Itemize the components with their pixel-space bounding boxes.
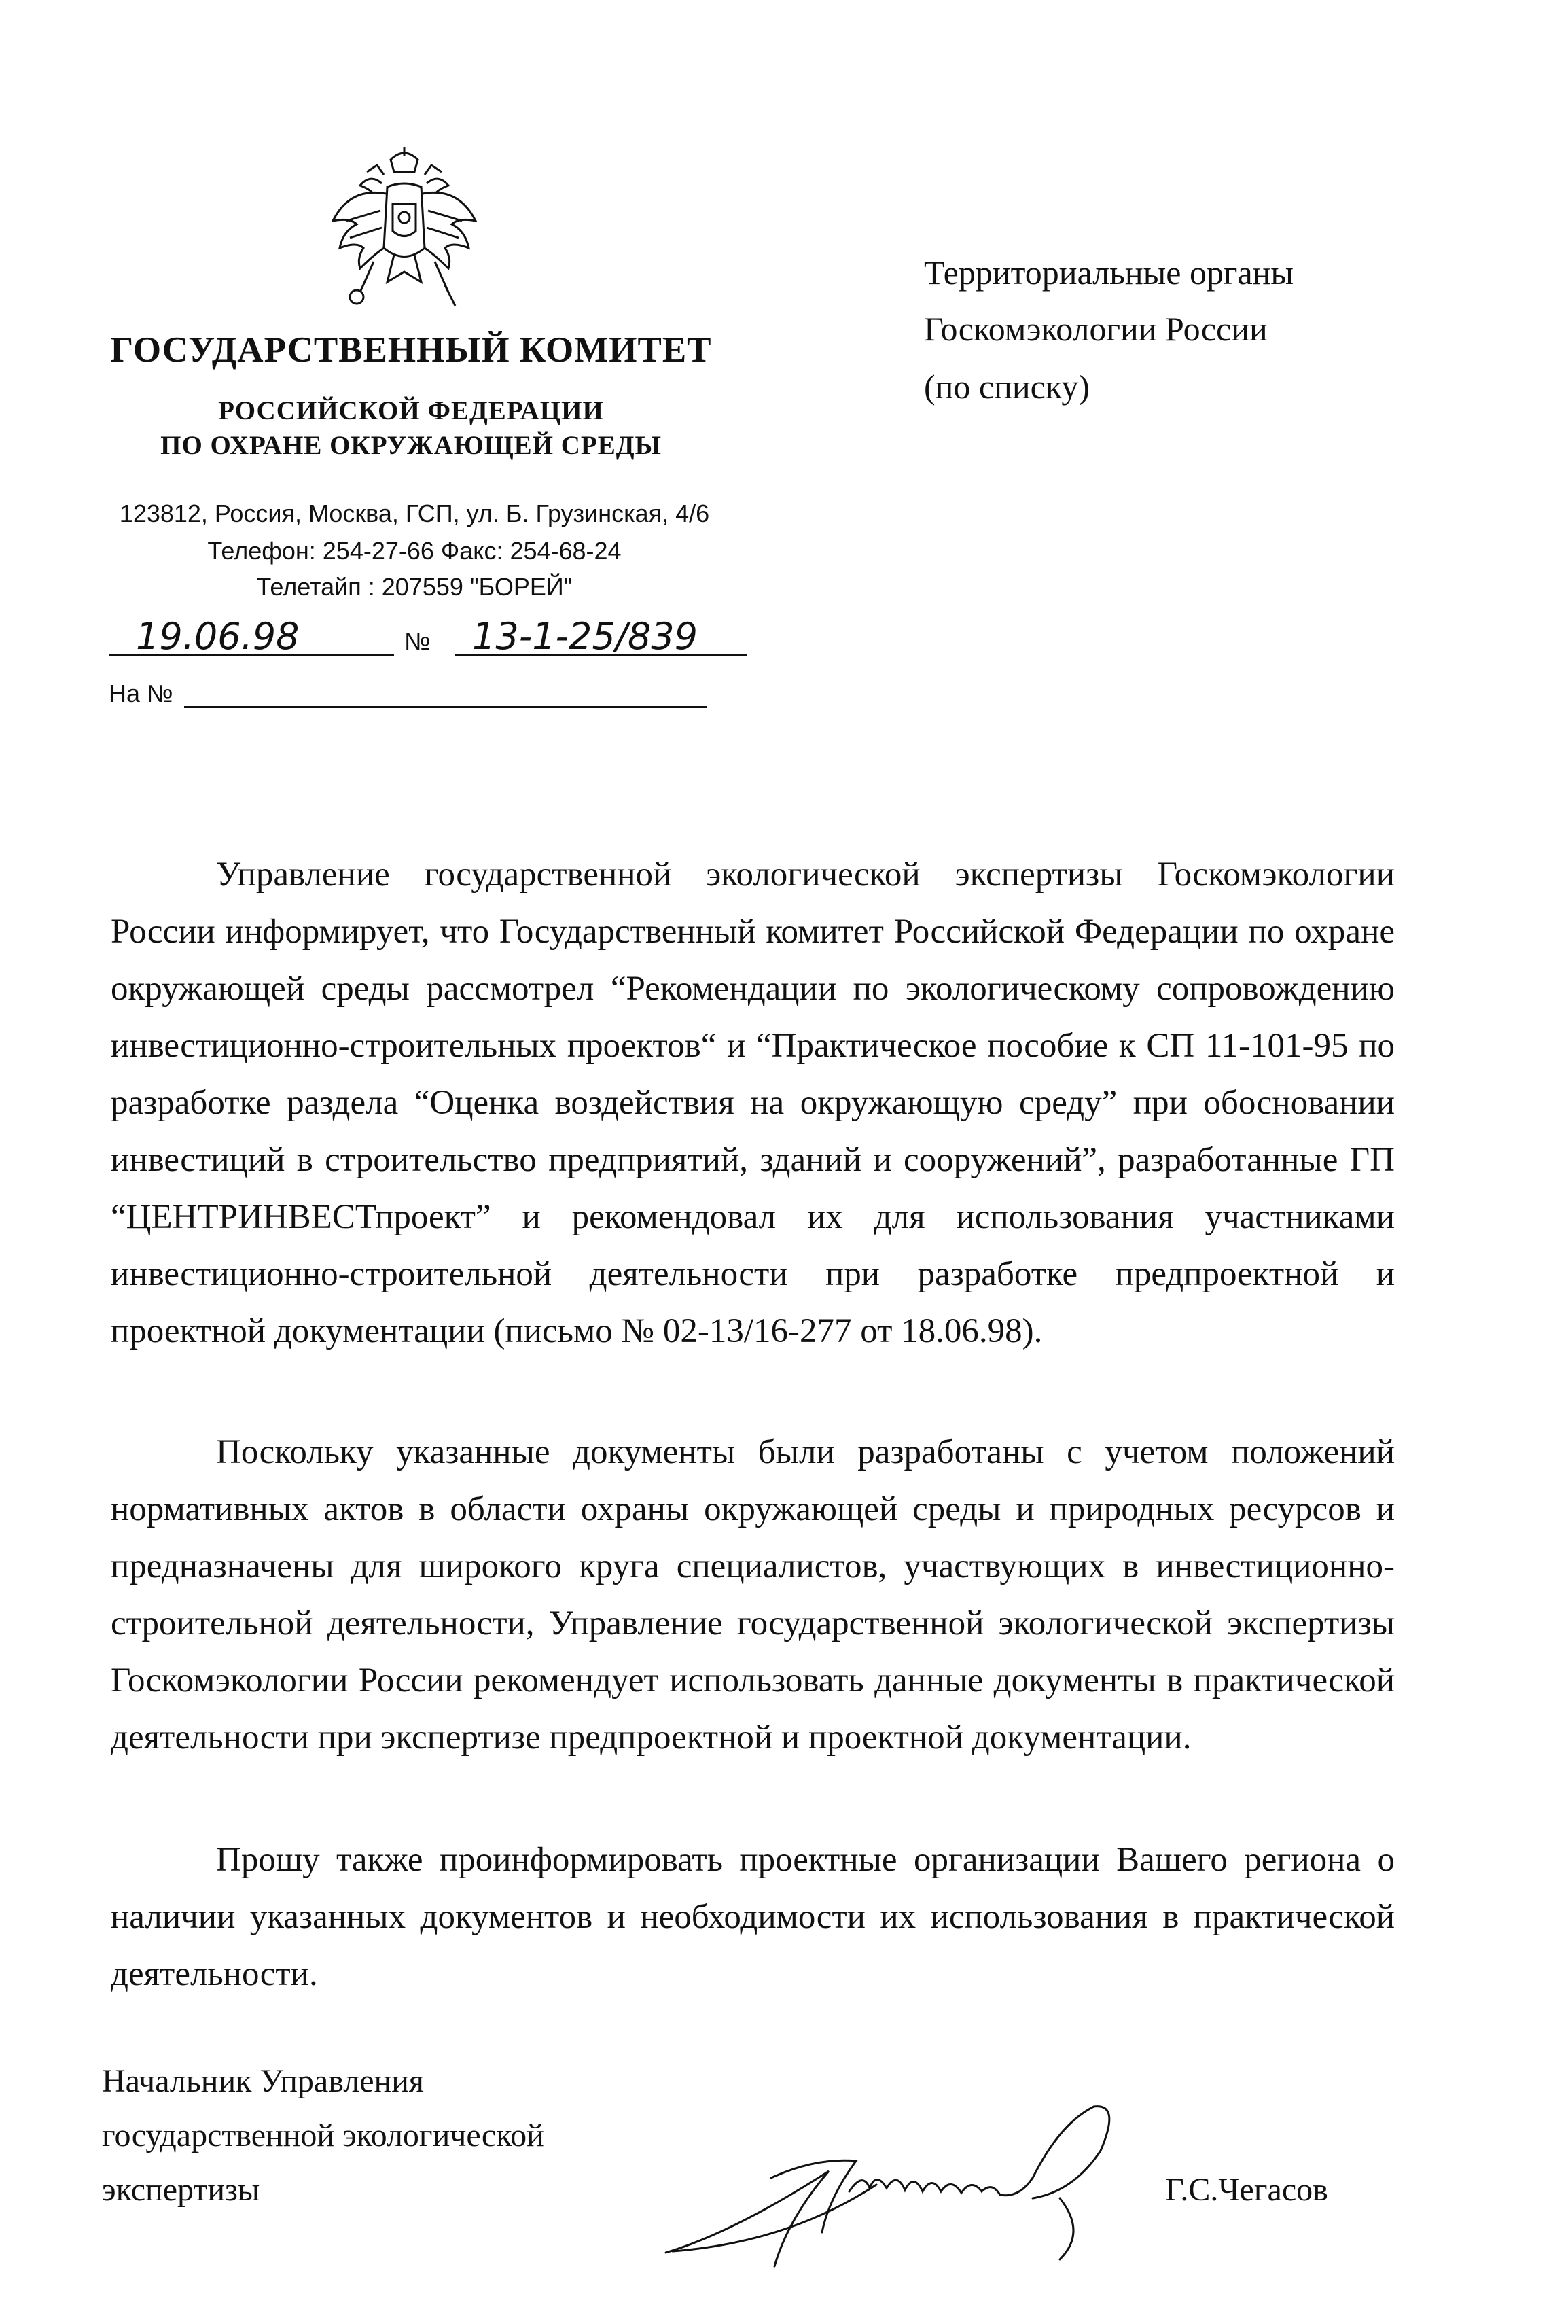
addressee-line-2: Госкомэкологии России bbox=[924, 310, 1268, 348]
registration-number-label: № bbox=[404, 627, 431, 655]
org-name-line-1: ГОСУДАРСТВЕННЫЙ КОМИТЕТ bbox=[110, 330, 712, 370]
org-teletype: Телетайп : 207559 "БОРЕЙ" bbox=[256, 573, 573, 601]
registration-line bbox=[109, 615, 761, 663]
org-address: 123812, Россия, Москва, ГСП, ул. Б. Грузинская, 4/6 bbox=[119, 499, 710, 527]
org-name-line-2: РОССИЙСКОЙ ФЕДЕРАЦИИ bbox=[218, 396, 604, 425]
body-paragraph-2: Поскольку указанные документы были разработаны с учетом положений нормативных актов в области охраны окружающей среды и природных ресурсов и предназначены для широкого круга специалистов, участвующих в инвестиционно-строительной деятельности, Управление государственной экологической экспертизы Госкомэкологии России рекомендует использовать данные документы в практической деятельности при экспертизе предпроектной и проектной документации. bbox=[111, 1433, 1395, 1757]
reply-to-label: На № bbox=[109, 680, 173, 707]
body-paragraph-1: Управление государственной экологической экспертизы Госкомэкологии России информирует, что Государственный комитет Российской Федерации по охране окружающей среды рассмотрел “Рекомендации по экологическому сопровождению инвестиционно-строительных проектов“ и “Практическое пособие к СП 11-101-95 по разработке раздела “Оценка воздействия на окружающую среду” при обосновании инвестиций в строительство предприятий, зданий и сооружений”, разработанные ГП “ЦЕНТРИНВЕСТпроект” и рекомендовал их для использования участниками инвестиционно-строительной деятельности при разработке предпроектной и проектной документации (письмо № 02-13/16-277 от 18.06.98). bbox=[111, 856, 1395, 1350]
signer-title-line-3: экспертизы bbox=[102, 2172, 260, 2208]
signer-title-line-1: Начальник Управления bbox=[102, 2063, 424, 2099]
addressee-line-1: Территориальные органы bbox=[924, 253, 1294, 292]
signer-name: Г.С.Чегасов bbox=[1165, 2172, 1328, 2208]
reply-to-line bbox=[109, 680, 707, 708]
registration-number: 13-1-25/839 bbox=[472, 615, 698, 658]
addressee-line-3: (по списку) bbox=[924, 368, 1090, 406]
org-phone-fax: Телефон: 254-27-66 Факс: 254-68-24 bbox=[207, 537, 622, 565]
org-name-line-3: ПО ОХРАНЕ ОКРУЖАЮЩЕЙ СРЕДЫ bbox=[160, 431, 662, 460]
handwritten-signature bbox=[652, 2096, 1182, 2273]
signer-title-line-2: государственной экологической bbox=[102, 2117, 544, 2153]
registration-date: 19.06.98 bbox=[136, 615, 300, 658]
body-paragraph-3: Прошу также проинформировать проектные организации Вашего региона о наличии указанных документов и необходимости их использования в практической деятельности. bbox=[111, 1841, 1395, 1993]
coat-of-arms-icon bbox=[319, 146, 489, 316]
